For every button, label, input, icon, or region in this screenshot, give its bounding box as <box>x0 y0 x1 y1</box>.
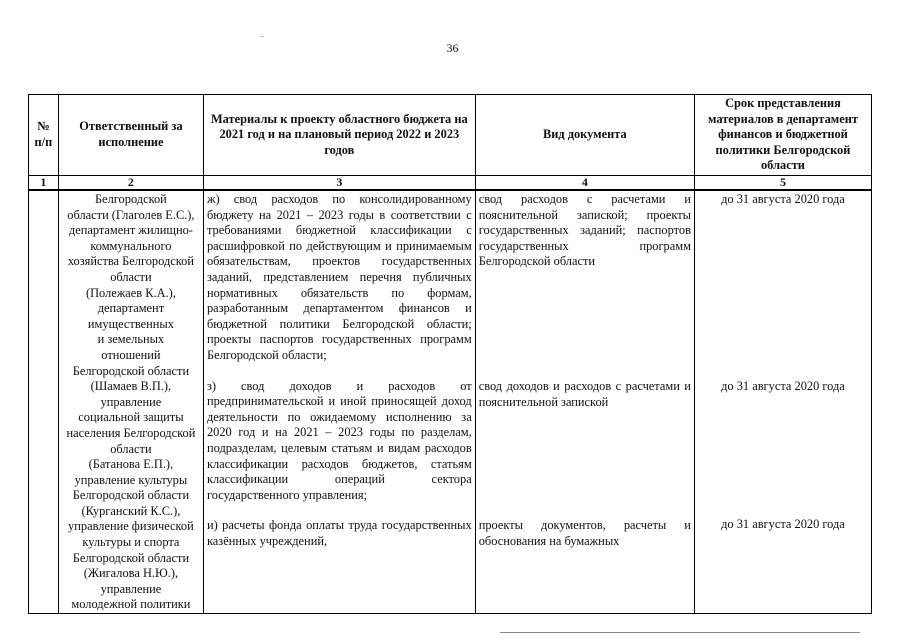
scan-edge-line <box>500 632 860 633</box>
responsible-line: социальной защиты <box>78 410 184 425</box>
column-number: 1 <box>29 176 59 191</box>
page-number: 36 <box>446 41 459 55</box>
responsible-line: управление <box>100 581 162 596</box>
column-number: 3 <box>203 176 475 191</box>
header-num: № п/п <box>29 95 59 176</box>
header-deadline: Срок представления материалов в департамент финансов и бюджетной политики Белгородской области <box>694 95 871 176</box>
table-row <box>29 190 872 614</box>
responsible-line: Белгородской области <box>72 550 190 565</box>
materials-cell <box>203 190 475 614</box>
responsible-line: имущественных <box>87 316 174 331</box>
responsible-line: (Курганский К.С.), <box>81 503 181 518</box>
responsible-line: области <box>110 441 152 456</box>
responsible-line: коммунального <box>90 238 172 253</box>
doc-type-cell <box>475 190 694 614</box>
header-responsible: Ответственный за исполнение <box>58 95 203 176</box>
responsible-line: (Полежаев К.А.), <box>85 285 176 300</box>
responsible-line: отношений <box>101 347 161 362</box>
responsible-line: Белгородской области <box>72 363 190 378</box>
header-materials: Материалы к проекту областного бюджета на 2021 год и на плановый период 2022 и 2023 годов <box>203 95 475 176</box>
responsible-line: Белгородской <box>94 192 167 206</box>
deadline-entry-z: до 31 августа 2020 года <box>721 378 845 393</box>
responsible-line: департамент жилищно- <box>68 223 193 238</box>
deadline-cell <box>694 190 871 614</box>
material-entry-zh: ж) свод расходов по консолидированному бюджету на 2021 – 2023 годы в соответствии с требованиями бюджетной классификации с расшифровкой по действующим и принимаемым обязательствам, проектов государственных заданий, представлением перечня публичных нормативных обязательств по формам, разработанным департаментом финансов и бюджетной политики Белгородской области; проекты паспортов государственных программ Белгородской области; <box>206 192 472 362</box>
doc-type-entry-zh: свод расходов с расчетами и пояснительной запиской; проекты государственных заданий; паспортов государственных программ Белгородской области <box>478 192 691 269</box>
column-number: 4 <box>475 176 694 191</box>
responsible-line: департамент <box>97 301 165 316</box>
material-entry-i: и) расчеты фонда оплаты труда государственных казённых учреждений, <box>206 518 472 548</box>
scan-smudge-mark: ‾ <box>260 37 264 48</box>
header-doc-type: Вид документа <box>475 95 694 176</box>
doc-type-entry-z: свод доходов и расходов с расчетами и пояснительной запиской <box>478 378 691 409</box>
responsible-line: управление <box>100 394 162 409</box>
responsible-line: молодежной политики <box>71 597 191 612</box>
responsible-line: области <box>110 269 152 284</box>
material-entry-z: з) свод доходов и расходов от предпринимательской и иной приносящей доход деятельности по ожидаемому исполнению за 2020 год и на 2021 – 2023 годы по разделам, подразделам, целевым статьям и видам расходов классификации расходов бюджетов, статьям классификации операций сектора государственного управления; <box>206 378 472 502</box>
responsible-line: Белгородской области <box>72 488 190 503</box>
responsible-line: хозяйства Белгородской <box>67 254 194 269</box>
responsible-line: населения Белгородской <box>66 425 196 440</box>
responsible-line: управление физической <box>68 519 194 534</box>
responsible-line: (Жигалова Н.Ю.), <box>83 566 179 581</box>
doc-type-entry-i: проекты документов, расчеты и обоснования на бумажных <box>478 518 691 548</box>
column-number: 5 <box>694 176 871 191</box>
row-number-cell <box>29 190 59 614</box>
responsible-cell <box>58 190 203 614</box>
column-number: 2 <box>58 176 203 191</box>
deadline-entry-zh: до 31 августа 2020 года <box>721 192 845 206</box>
responsible-line: культуры и спорта <box>82 535 180 550</box>
column-number-row <box>29 176 872 191</box>
responsible-line: (Шамаев В.П.), <box>90 379 172 394</box>
table-header-row <box>29 95 872 176</box>
responsible-line: (Батанова Е.П.), <box>88 457 174 472</box>
responsible-line: управление культуры <box>74 472 188 487</box>
deadline-entry-i: до 31 августа 2020 года <box>721 517 845 532</box>
budget-materials-table <box>28 94 872 614</box>
responsible-line: и земельных <box>97 332 165 347</box>
responsible-line: области (Глаголев Е.С.), <box>67 207 195 222</box>
